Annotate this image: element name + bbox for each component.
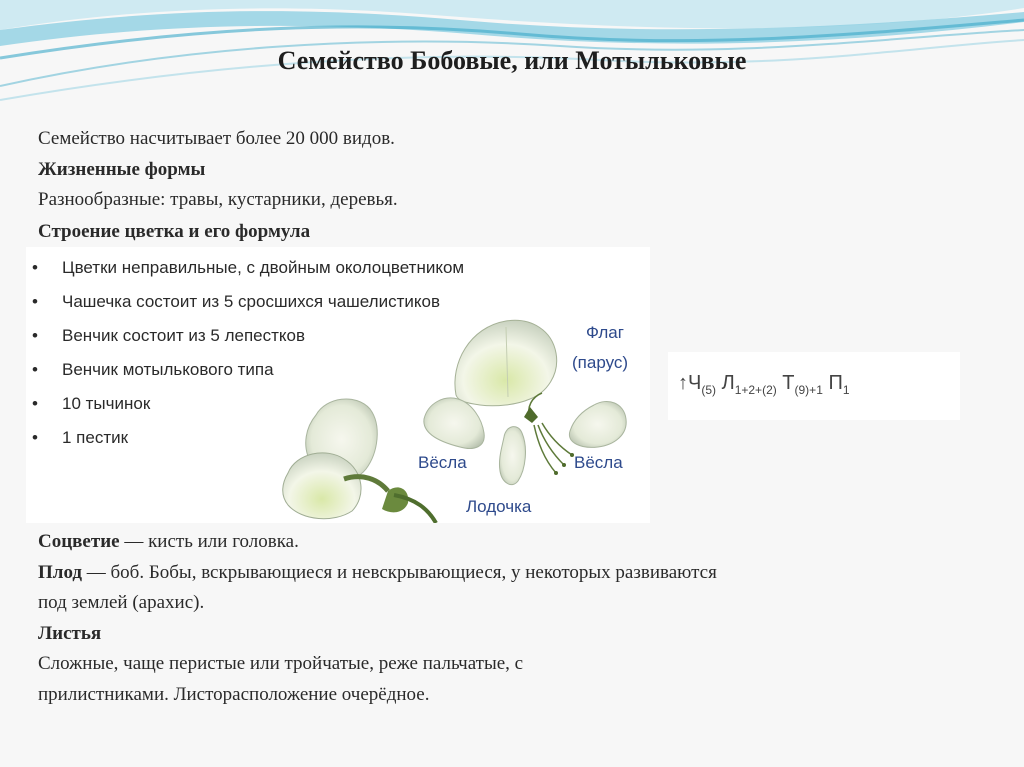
inflorescence-term: Соцветие xyxy=(38,531,120,552)
oar-left-label: Вёсла xyxy=(418,453,467,472)
formula-stamens: Т xyxy=(782,372,795,394)
formula-pistil: П xyxy=(828,372,843,394)
flower-features-list xyxy=(26,251,464,455)
list-item: • 1 пестик xyxy=(26,421,464,455)
flower-structure-panel xyxy=(26,247,650,523)
leaves-heading: Листья xyxy=(38,623,102,644)
formula-pistil-count: 1 xyxy=(842,383,850,397)
species-count-text: Семейство насчитывает более 20 000 видов. xyxy=(38,128,395,149)
formula-stamens-count: (9)+1 xyxy=(794,383,823,397)
leaves-text: Сложные, чаще перистые или тройчатые, реже пальчатые, с xyxy=(38,653,524,674)
fruit-term: Плод xyxy=(38,562,83,583)
flower-structure-heading: Строение цветка и его формула xyxy=(38,221,311,242)
stamens-and-pistil xyxy=(529,393,572,473)
life-forms-heading: Жизненные формы xyxy=(38,159,206,180)
formula-calyx-count: (5) xyxy=(701,383,717,397)
fruit-line xyxy=(38,562,717,584)
list-item: • Венчик мотылькового типа xyxy=(26,353,464,387)
slide-title: Семейство Бобовые, или Мотыльковые xyxy=(277,46,747,75)
right-wing-petal xyxy=(569,401,626,447)
formula-corolla-count: 1+2+(2) xyxy=(734,383,777,397)
fruit-text-continued: под землей (арахис). xyxy=(38,592,205,613)
list-item: • Венчик состоит из 5 лепестков xyxy=(26,319,464,353)
flower-formula xyxy=(668,352,960,420)
flag-alt-label: (парус) xyxy=(572,353,629,372)
formula-arrow: ↑ xyxy=(678,372,688,394)
formula-corolla: Л xyxy=(721,372,735,394)
list-item: • 10 тычинок xyxy=(26,387,464,421)
fruit-text: — боб. Бобы, вскрывающиеся и невскрывающиеся, у некоторых развиваются xyxy=(82,562,717,583)
flag-label: Флаг xyxy=(586,323,624,342)
inflorescence-text: — кисть или головка. xyxy=(119,531,299,552)
formula-calyx: Ч xyxy=(688,372,702,394)
oar-right-label: Вёсла xyxy=(574,453,623,472)
list-item: • Чашечка состоит из 5 сросшихся чашелистиков xyxy=(26,285,464,319)
life-forms-text: Разнообразные: травы, кустарники, деревья. xyxy=(38,189,398,210)
keel-label: Лодочка xyxy=(466,497,532,516)
keel-petal xyxy=(499,427,525,485)
inflorescence-line xyxy=(38,531,299,553)
list-item: • Цветки неправильные, с двойным околоцветником xyxy=(26,251,464,285)
leaves-text-continued: прилистниками. Листорасположение очерёдное. xyxy=(38,684,430,705)
